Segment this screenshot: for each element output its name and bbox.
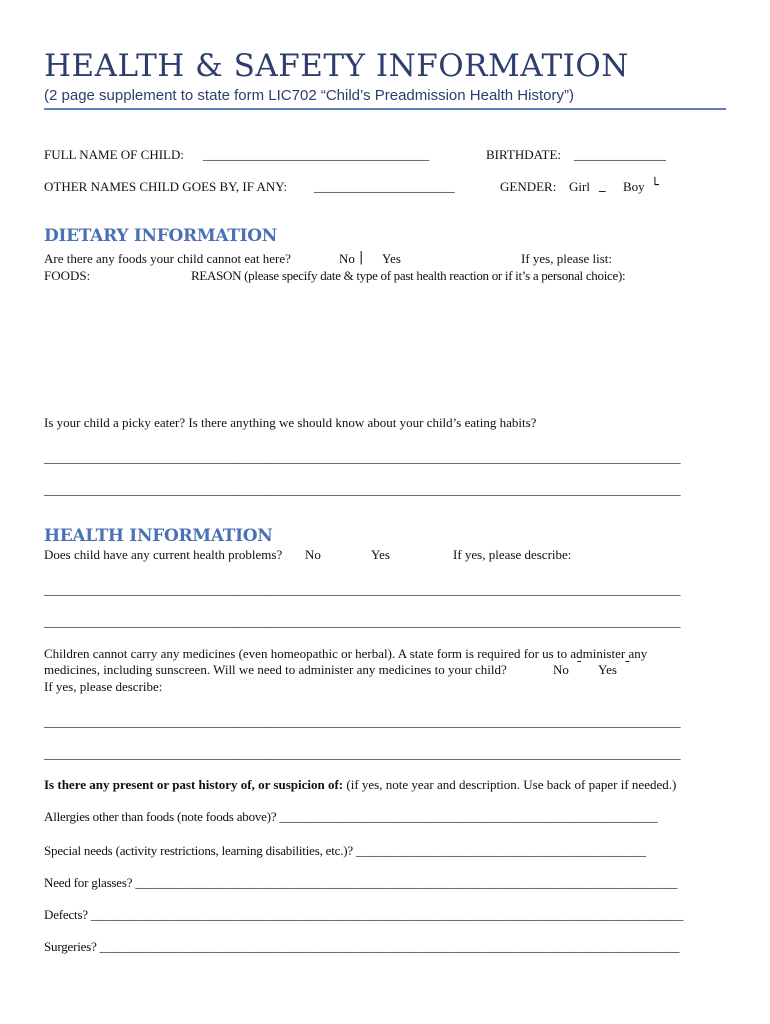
dietary-heading: DIETARY INFORMATION <box>44 226 278 246</box>
medicines-yes-checkbox[interactable]: ¯ <box>624 660 631 675</box>
gender-girl-label: Girl <box>569 179 590 194</box>
medicines-if-yes: If yes, please describe: <box>44 679 163 694</box>
birthdate-field[interactable]: _______________ <box>574 147 666 162</box>
foods-if-yes: If yes, please list: <box>521 251 612 266</box>
health-problems-question: Does child have any current health problems? <box>44 547 283 562</box>
medicines-answer-line-1[interactable]: _____________________________________________________________________________________________________ <box>44 714 681 729</box>
foods-column-label: FOODS: <box>44 268 91 283</box>
medicines-yes-label: Yes <box>598 662 617 677</box>
health-yes-label: Yes <box>371 547 390 562</box>
medicines-text-line-2: medicines, including sunscreen. Will we need to administer any medicines to your child? <box>44 662 507 677</box>
health-no-label: No <box>305 547 321 562</box>
health-heading: HEALTH INFORMATION <box>44 526 273 546</box>
title-divider <box>44 108 726 110</box>
medicines-answer-line-2[interactable]: _____________________________________________________________________________________________________ <box>44 746 681 761</box>
medicines-text-line-1: Children cannot carry any medicines (even homeopathic or herbal). A state form is required for us to administer any <box>44 646 648 661</box>
page-subtitle: (2 page supplement to state form LIC702 “Child’s Preadmission Health History”) <box>44 87 574 104</box>
picky-answer-line-2[interactable]: _____________________________________________________________________________________________________ <box>44 482 681 497</box>
health-answer-line-2[interactable]: _____________________________________________________________________________________________________ <box>44 614 681 629</box>
gender-boy-checkbox[interactable]: └ <box>651 178 659 193</box>
reason-column-label: REASON (please specify date & type of past health reaction or if it’s a personal choice): <box>191 268 626 283</box>
health-if-yes: If yes, please describe: <box>453 547 572 562</box>
history-question-bold: Is there any present or past history of, or suspicion of: <box>44 777 344 792</box>
full-name-label: FULL NAME OF CHILD: <box>44 147 184 162</box>
gender-girl-checkbox[interactable]: _ <box>599 178 606 193</box>
picky-eater-question: Is your child a picky eater? Is there anything we should know about your child’s eating habits? <box>44 415 537 430</box>
gender-boy-label: Boy <box>623 179 645 194</box>
full-name-field[interactable]: _____________________________________ <box>203 147 429 162</box>
other-names-label: OTHER NAMES CHILD GOES BY, IF ANY: <box>44 179 288 194</box>
picky-answer-line-1[interactable]: _____________________________________________________________________________________________________ <box>44 450 681 465</box>
glasses-field[interactable]: Need for glasses? ______________________________________________________________________________________ <box>44 875 678 890</box>
medicines-no-checkbox[interactable]: ¯ <box>576 660 583 675</box>
history-question <box>44 777 676 793</box>
other-names-field[interactable]: _______________________ <box>314 179 455 194</box>
foods-no-label: No <box>339 251 355 266</box>
foods-question: Are there any foods your child cannot eat here? <box>44 251 291 266</box>
history-note: (if yes, note year and description. Use back of paper if needed.) <box>346 777 677 792</box>
defects-field[interactable]: Defects? ______________________________________________________________________________________________ <box>44 907 684 922</box>
allergies-field[interactable]: Allergies other than foods (note foods above)? ____________________________________________________________ <box>44 809 658 824</box>
birthdate-label: BIRTHDATE: <box>486 147 562 162</box>
surgeries-field[interactable]: Surgeries? ____________________________________________________________________________________________ <box>44 939 680 954</box>
health-answer-line-1[interactable]: _____________________________________________________________________________________________________ <box>44 582 681 597</box>
foods-no-checkbox[interactable]: | <box>359 250 364 265</box>
foods-yes-label: Yes <box>382 251 401 266</box>
page-title: HEALTH & SAFETY INFORMATION <box>44 48 629 84</box>
special-needs-field[interactable]: Special needs (activity restrictions, learning disabilities, etc.)? ______________________________________________ <box>44 843 646 858</box>
gender-label: GENDER: <box>500 179 557 194</box>
medicines-no-label: No <box>553 662 569 677</box>
